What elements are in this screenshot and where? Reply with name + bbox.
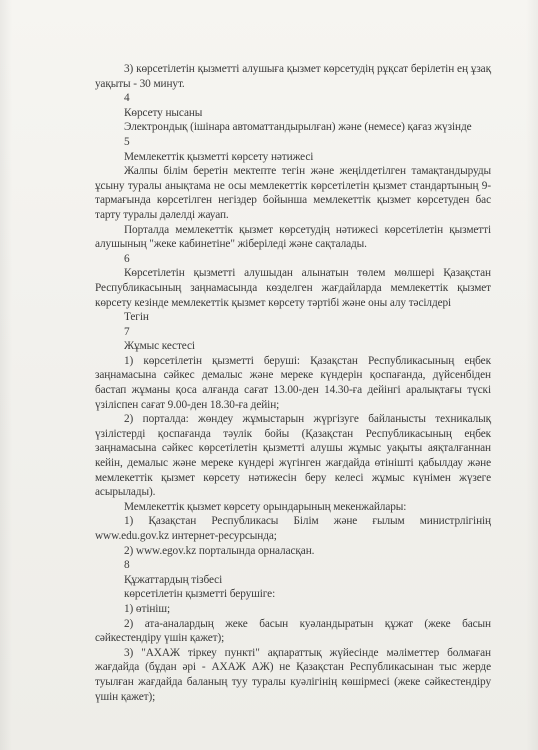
paragraph-to-provider: көрсетілетін қызметті берушіге: xyxy=(124,588,276,601)
list-item-identity-document: 2) ата-аналардың жеке басын куәландыратын құжат (жеке басын сәйкестендіру үшін қажет); xyxy=(95,617,491,645)
paragraph-address-ministry: 1) Қазақстан Республикасы Білім және ғылым министрлігінің www.edu.gov.kz интернет-ресурсында; xyxy=(95,515,491,542)
paragraph-payment: Көрсетілетін қызметті алушыдан алынатын төлем мөлшері Қазақстан Республикасының заңнамасында көзделген жағдайларда мемлекеттік қызмет көрсету кезінде мемлекеттік қызмет көрсету тәртібі және оны алу тәсілдері xyxy=(95,267,491,309)
heading-service-result: Мемлекеттік қызметті көрсету нәтижесі xyxy=(124,150,314,163)
paragraph-max-service-time: 3) көрсетілетін қызметті алушыға қызмет көрсетудің рұқсат берілетін ең ұзақ уақыты - 30 минут. xyxy=(95,63,491,90)
section-number-4: 4 xyxy=(124,92,130,105)
paragraph-schedule-portal: 2) порталда: жөндеу жұмыстарын жүргізуге байланысты техникалық үзілістерді қоспағанда тәулік бойы (Қазақстан Республикасының еңбек заңнамасына сәйкес көрсетілетін қызметті алушы жұмыс уақыты аяқталғаннан кейін, демалыс және мереке күндері жүгінген жағдайда өтінішті қабылдау және мемлекеттік қызмет көрсету нәтижесін беру келесі жұмыс күнімен жүзеге асырылады). xyxy=(95,413,491,499)
list-item-application: 1) өтініш; xyxy=(124,602,170,615)
document-body xyxy=(95,62,491,704)
heading-addresses: Мемлекеттік қызмет көрсету орындарының мекенжайлары: xyxy=(124,500,407,513)
section-number-5: 5 xyxy=(124,135,130,148)
section-number-8: 8 xyxy=(124,559,130,572)
paragraph-schedule-provider: 1) көрсетілетін қызметті беруші: Қазақстан Республикасының еңбек заңнамасына сәйкес демалыс және мереке күндерін қоспағанда, дүйсенбіден бастап жұманы қоса алғанда сағат 13.00-ден 14.30-ға дейінгі аралықтағы түскі үзіліспен сағат 9.00-ден 18.30-ға дейін; xyxy=(95,354,491,411)
paragraph-address-portal: 2) www.egov.kz порталында орналасқан. xyxy=(124,544,315,557)
paragraph-portal-result: Порталда мемлекеттік қызмет көрсетудің нәтижесі көрсетілетін қызметті алушының "жеке кабинетіне" жіберіледі және сақталады. xyxy=(95,223,491,251)
paragraph-result-description: Жалпы білім беретін мектепте тегін және жеңілдетілген тамақтандыруды ұсыну туралы анықтама не осы мемлекеттік көрсетілетін қызмет стандартының 9-тармағында көрсетілген негіздер бойынша мемлекеттік қызмет көрсетуден бас тарту туралы дәлелді жауап. xyxy=(95,165,491,221)
scan-shadow-left xyxy=(0,0,12,750)
section-number-7: 7 xyxy=(124,325,130,338)
section-number-6: 6 xyxy=(124,252,130,265)
heading-work-schedule: Жұмыс кестесі xyxy=(124,340,195,353)
heading-documents-list: Құжаттардың тізбесі xyxy=(124,573,223,586)
paragraph-form-value: Электрондық (ішінара автоматтандырылған) және (немесе) қағаз жүзінде xyxy=(124,121,472,134)
heading-form-of-provision: Көрсету нысаны xyxy=(124,106,203,119)
list-item-birth-certificate: 3) "АХАЖ тіркеу пункті" ақпараттық жүйесінде мәліметтер болмаған жағдайда (бұдан әрі - АХАЖ АЖ) не Қазақстан Республикасынан тыс жерде туылған жағдайда баланың туу туралы куәлігінің көшірмесі (жеке сәйкестендіру үшін қажет); xyxy=(95,646,491,703)
paragraph-free: Тегін xyxy=(124,311,149,324)
scan-shadow-right xyxy=(526,0,538,750)
